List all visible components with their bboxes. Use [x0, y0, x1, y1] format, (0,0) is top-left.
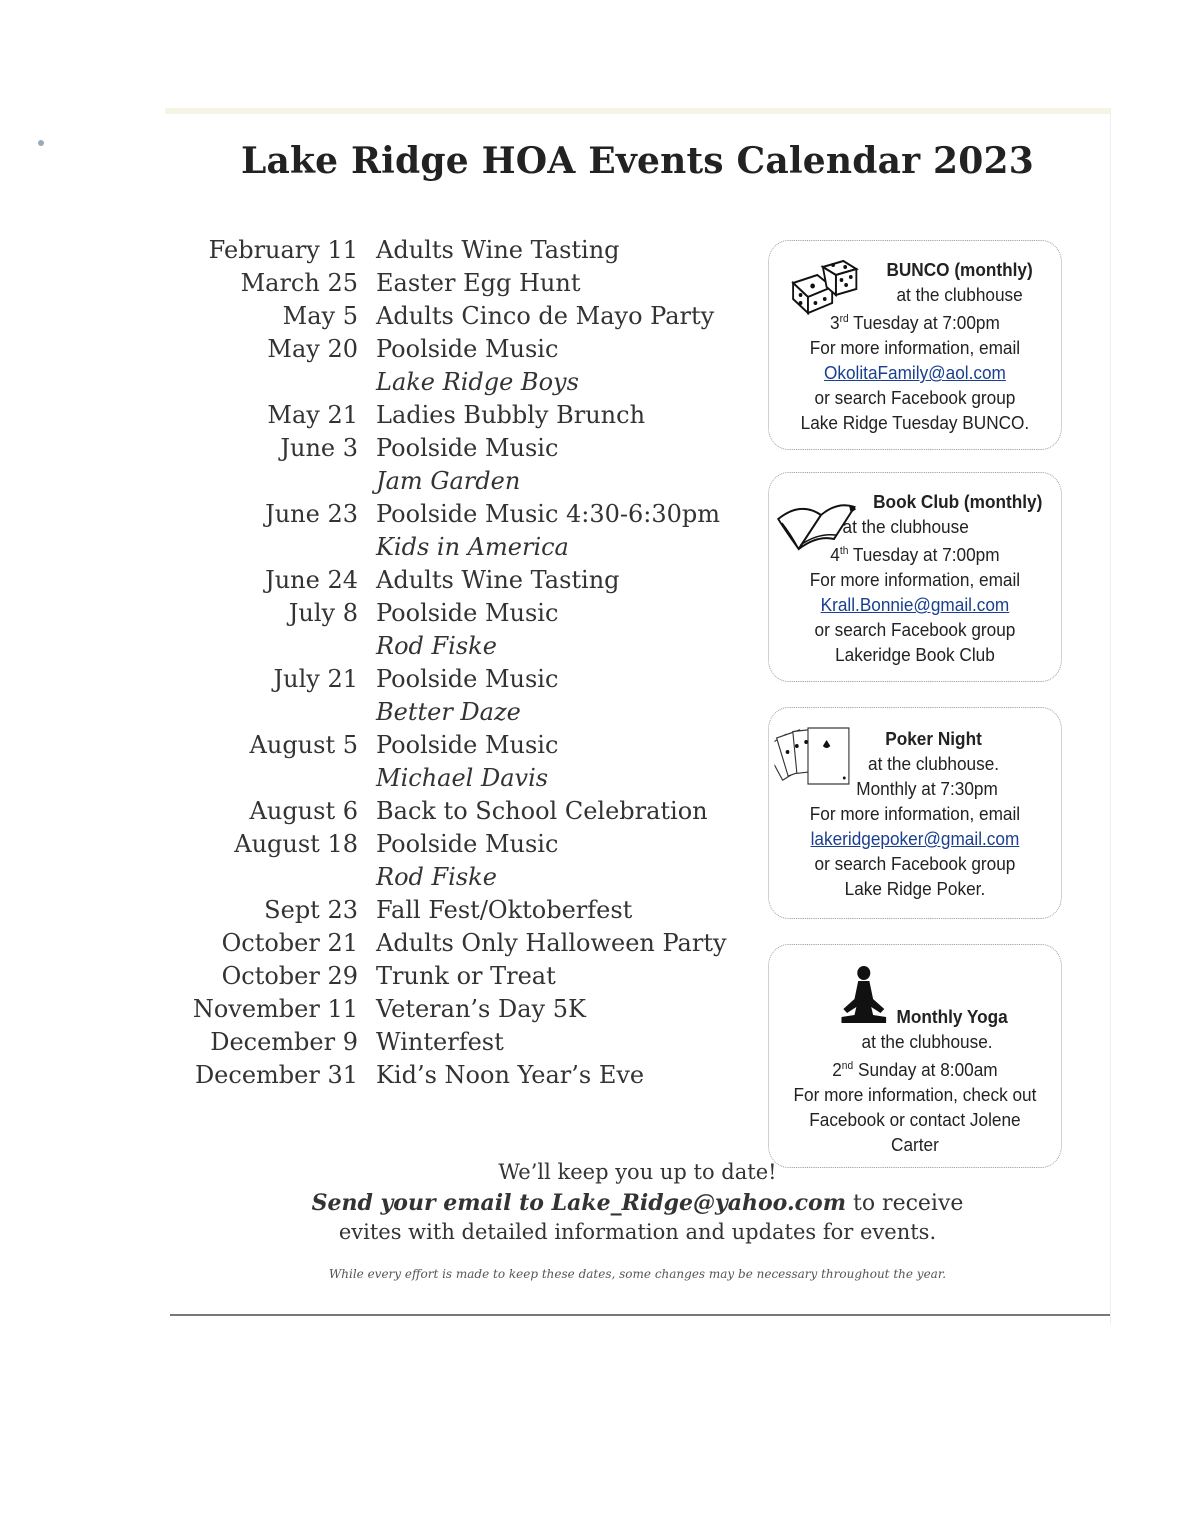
event-title: Poolside Music — [376, 731, 559, 759]
footer-signup: Send your email to Lake_Ridge@yahoo.com to receive — [311, 1190, 964, 1216]
book-club-heading: Book Club (monthly) — [873, 491, 1043, 512]
event-performer: Better Daze — [376, 698, 521, 726]
event-title: Back to School Celebration — [376, 797, 708, 825]
event-date: March 25 — [240, 269, 358, 297]
event-title: Trunk or Treat — [376, 962, 556, 990]
event-performer: Rod Fiske — [376, 632, 497, 660]
event-date: December 31 — [194, 1061, 358, 1089]
event-date: November 11 — [192, 995, 358, 1023]
event-performer: Kids in America — [376, 533, 569, 561]
yoga-location: at the clubhouse. — [861, 1031, 993, 1052]
footer-tagline: We’ll keep you up to date! — [498, 1160, 777, 1184]
bottom-rule — [170, 1314, 1110, 1316]
yoga-info-line2: Facebook or contact Jolene — [809, 1109, 1021, 1131]
book-club-email-link[interactable]: Krall.Bonnie@gmail.com — [820, 594, 1010, 616]
poker-info: For more information, email — [809, 803, 1021, 824]
event-date: October 21 — [221, 929, 358, 957]
event-date: May 21 — [267, 401, 358, 429]
event-title: Adults Cinco de Mayo Party — [376, 302, 715, 330]
event-title: Poolside Music 4:30-6:30pm — [376, 500, 721, 528]
event-performer: Michael Davis — [376, 764, 549, 792]
event-date: July 8 — [288, 599, 358, 627]
event-date: December 9 — [210, 1028, 358, 1056]
event-title: Winterfest — [376, 1028, 504, 1056]
event-date: August 6 — [249, 797, 358, 825]
event-date: June 23 — [265, 500, 358, 528]
poker-group: Lake Ridge Poker. — [844, 878, 986, 899]
poker-location: at the clubhouse. — [868, 753, 1000, 774]
event-title: Poolside Music — [376, 335, 559, 363]
yoga-info-line1: For more information, check out — [793, 1084, 1037, 1106]
event-title: Fall Fest/Oktoberfest — [376, 896, 633, 924]
bunco-box — [768, 240, 1062, 450]
yoga-schedule: 2nd Sunday at 8:00am — [832, 1059, 998, 1081]
bunco-info: For more information, email — [809, 337, 1021, 359]
event-title: Easter Egg Hunt — [376, 269, 581, 297]
bunco-group: Lake Ridge Tuesday BUNCO. — [800, 412, 1030, 434]
event-title: Poolside Music — [376, 434, 559, 462]
event-date: August 18 — [234, 830, 358, 858]
event-title: Veteran’s Day 5K — [376, 995, 586, 1023]
book-club-location: at the clubhouse — [842, 516, 969, 537]
book-club-group: Lakeridge Book Club — [835, 644, 995, 666]
footer-evites: evites with detailed information and updates for events. — [338, 1220, 937, 1244]
poker-box — [768, 707, 1062, 919]
dice-icon — [789, 255, 863, 315]
event-title: Poolside Music — [376, 830, 559, 858]
footer-signup-email[interactable]: Send your email to Lake_Ridge@yahoo.com — [311, 1190, 846, 1216]
event-title: Poolside Music — [376, 599, 559, 627]
book-club-info: For more information, email — [809, 569, 1021, 591]
event-performer: Rod Fiske — [376, 863, 497, 891]
book-club-schedule: 4th Tuesday at 7:00pm — [830, 544, 1000, 566]
event-title: Poolside Music — [376, 665, 559, 693]
event-date: June 3 — [280, 434, 358, 462]
event-date: August 5 — [249, 731, 358, 759]
footer-disclaimer: While every effort is made to keep these dates, some changes may be necessary throughout the year. — [328, 1267, 947, 1281]
yoga-info-line3: Carter — [891, 1134, 939, 1156]
poker-search: or search Facebook group — [814, 853, 1016, 874]
scan-speck — [38, 140, 44, 146]
event-title: Adults Wine Tasting — [376, 566, 620, 594]
bunco-search: or search Facebook group — [814, 387, 1016, 409]
event-title: Adults Wine Tasting — [376, 236, 620, 264]
bunco-location: at the clubhouse — [896, 284, 1023, 305]
event-title: Adults Only Halloween Party — [376, 929, 727, 957]
event-date: February 11 — [208, 236, 358, 264]
event-title: Ladies Bubbly Brunch — [376, 401, 646, 429]
event-date: May 20 — [267, 335, 358, 363]
page-title: Lake Ridge HOA Events Calendar 2023 — [240, 140, 1035, 182]
book-club-box — [768, 472, 1062, 682]
event-date: July 21 — [273, 665, 358, 693]
poker-schedule: Monthly at 7:30pm — [856, 778, 998, 799]
event-date: October 29 — [221, 962, 358, 990]
event-date: May 5 — [282, 302, 358, 330]
poker-heading: Poker Night — [885, 728, 982, 749]
poker-email-link[interactable]: lakeridgepoker@gmail.com — [810, 828, 1020, 849]
event-date: Sept 23 — [264, 896, 358, 924]
event-performer: Jam Garden — [376, 467, 521, 495]
event-performer: Lake Ridge Boys — [376, 368, 579, 396]
yoga-heading: Monthly Yoga — [896, 1006, 1008, 1027]
yoga-box — [768, 944, 1062, 1168]
event-date: June 24 — [265, 566, 358, 594]
bunco-email-link[interactable]: OkolitaFamily@aol.com — [823, 362, 1006, 384]
book-club-search: or search Facebook group — [814, 619, 1016, 641]
bunco-schedule: 3rd Tuesday at 7:00pm — [830, 312, 1000, 334]
event-title: Kid’s Noon Year’s Eve — [376, 1061, 645, 1089]
bunco-heading: BUNCO (monthly) — [886, 259, 1033, 280]
